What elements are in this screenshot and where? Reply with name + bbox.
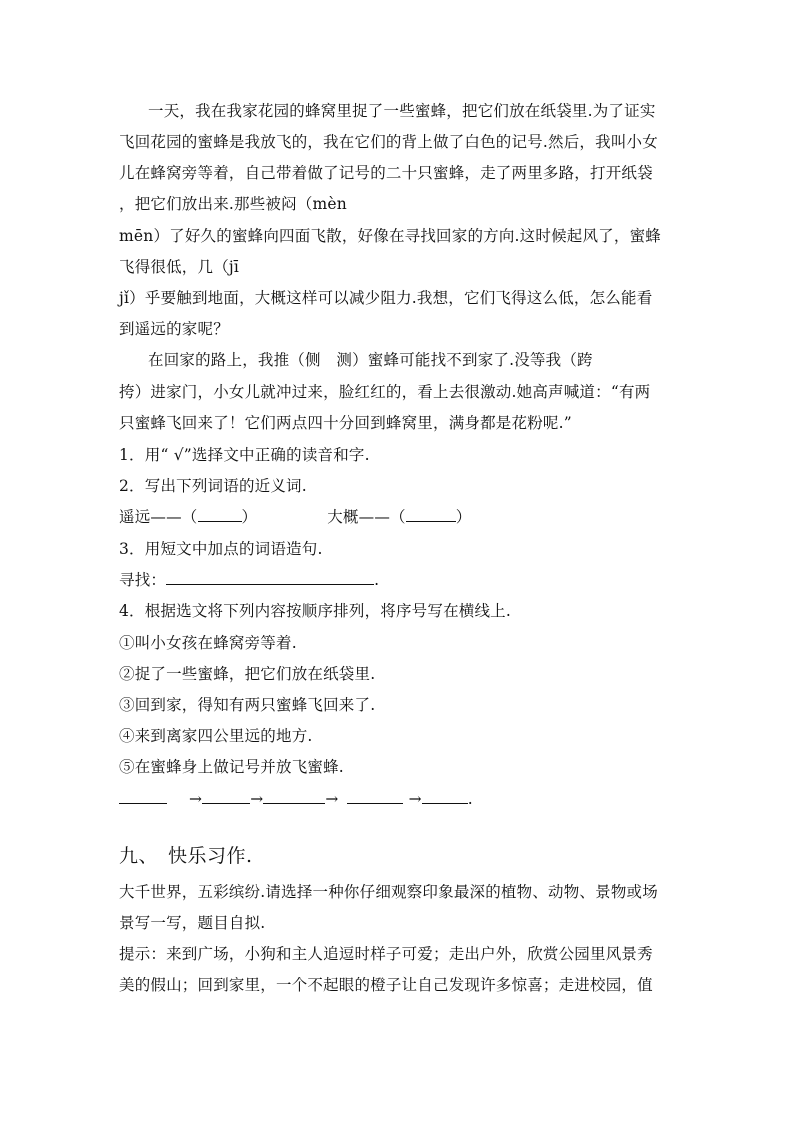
synonym-a-blank[interactable] — [198, 509, 242, 522]
arrow-icon: → — [408, 790, 422, 808]
passage-line: 儿在蜂窝旁等着，自己带着做了记号的二十只蜜蜂，走了两里多路，打开纸袋 — [119, 164, 653, 182]
sequence-blank-2[interactable] — [202, 791, 250, 804]
question-3: 3．用短文中加点的词语造句. — [119, 540, 323, 558]
question-4: 4．根据选文将下列内容按顺序排列，将序号写在横线上. — [119, 602, 511, 620]
synonym-row — [119, 507, 679, 527]
synonym-b-close: ） — [455, 508, 472, 526]
synonym-a-close: ） — [241, 508, 258, 526]
passage-line: 挎）进家门，小女儿就冲过来，脸红红的，看上去很激动.她高声喊道：“有两 — [119, 383, 651, 401]
order-item: ①叫小女孩在蜂窝旁等着. — [119, 634, 297, 652]
sequence-blank-4[interactable] — [347, 791, 403, 804]
arrow-icon: → — [189, 790, 203, 808]
sentence-label: 寻找： — [119, 571, 167, 589]
synonym-a-label: 遥远——（ — [119, 508, 198, 526]
question-2: 2．写出下列词语的近义词. — [119, 477, 307, 495]
order-item: ②捉了一些蜜蜂，把它们放在纸袋里. — [119, 665, 376, 683]
passage-line: jǐ）乎要触到地面，大概这样可以减少阻力.我想，它们飞得这么低，怎么能看 — [119, 289, 653, 307]
order-item: ⑤在蜜蜂身上做记号并放飞蜜蜂. — [119, 758, 344, 776]
sequence-row — [119, 789, 679, 809]
arrow-icon: → — [325, 790, 339, 808]
sequence-blank-3[interactable] — [263, 791, 325, 804]
sentence-blank[interactable] — [166, 572, 374, 585]
passage-line: 只蜜蜂飞回来了！它们两点四十分回到蜂窝里，满身都是花粉呢.” — [119, 414, 572, 432]
section-heading: 九、 快乐习作. — [119, 845, 253, 867]
passage-line: 到遥远的家呢？ — [119, 320, 229, 338]
arrow-icon: → — [250, 790, 264, 808]
essay-hint-line: 提示：来到广场，小狗和主人追逗时样子可爱；走出户外，欣赏公园里风景秀 — [119, 945, 653, 963]
sequence-blank-5[interactable] — [422, 791, 468, 804]
passage-line: 一天，我在我家花园的蜂窝里捉了一些蜜蜂，把它们放在纸袋里.为了证实 — [148, 102, 656, 120]
question-1: 1．用“ √”选择文中正确的读音和字. — [119, 446, 370, 464]
passage-line: 在回家的路上，我推（侧 测）蜜蜂可能找不到家了.没等我（跨 — [148, 351, 593, 369]
passage-line: 飞回花园的蜜蜂是我放飞的，我在它们的背上做了白色的记号.然后，我叫小女 — [119, 133, 658, 151]
essay-prompt-line: 景写一写，题目自拟. — [119, 914, 266, 932]
synonym-b-blank[interactable] — [406, 509, 456, 522]
essay-prompt-line: 大千世界，五彩缤纷.请选择一种你仔细观察印象最深的植物、动物、景物或场 — [119, 883, 658, 901]
order-item: ③回到家，得知有两只蜜蜂飞回来了. — [119, 696, 376, 714]
passage-line: mēn）了好久的蜜蜂向四面飞散，好像在寻找回家的方向.这时候起风了，蜜蜂 — [119, 227, 661, 245]
sequence-end: . — [467, 790, 473, 808]
sequence-blank-1[interactable] — [119, 791, 167, 804]
passage-line: ，把它们放出来.那些被闷（mèn — [119, 195, 347, 213]
order-item: ④来到离家四公里远的地方. — [119, 727, 313, 745]
sentence-end: . — [374, 571, 380, 589]
synonym-b-label: 大概——（ — [327, 508, 406, 526]
essay-hint-line: 美的假山；回到家里，一个不起眼的橙子让自己发现许多惊喜；走进校园，值 — [119, 976, 653, 994]
passage-line: 飞得很低，几（jī — [119, 258, 240, 276]
sentence-row — [119, 570, 679, 590]
